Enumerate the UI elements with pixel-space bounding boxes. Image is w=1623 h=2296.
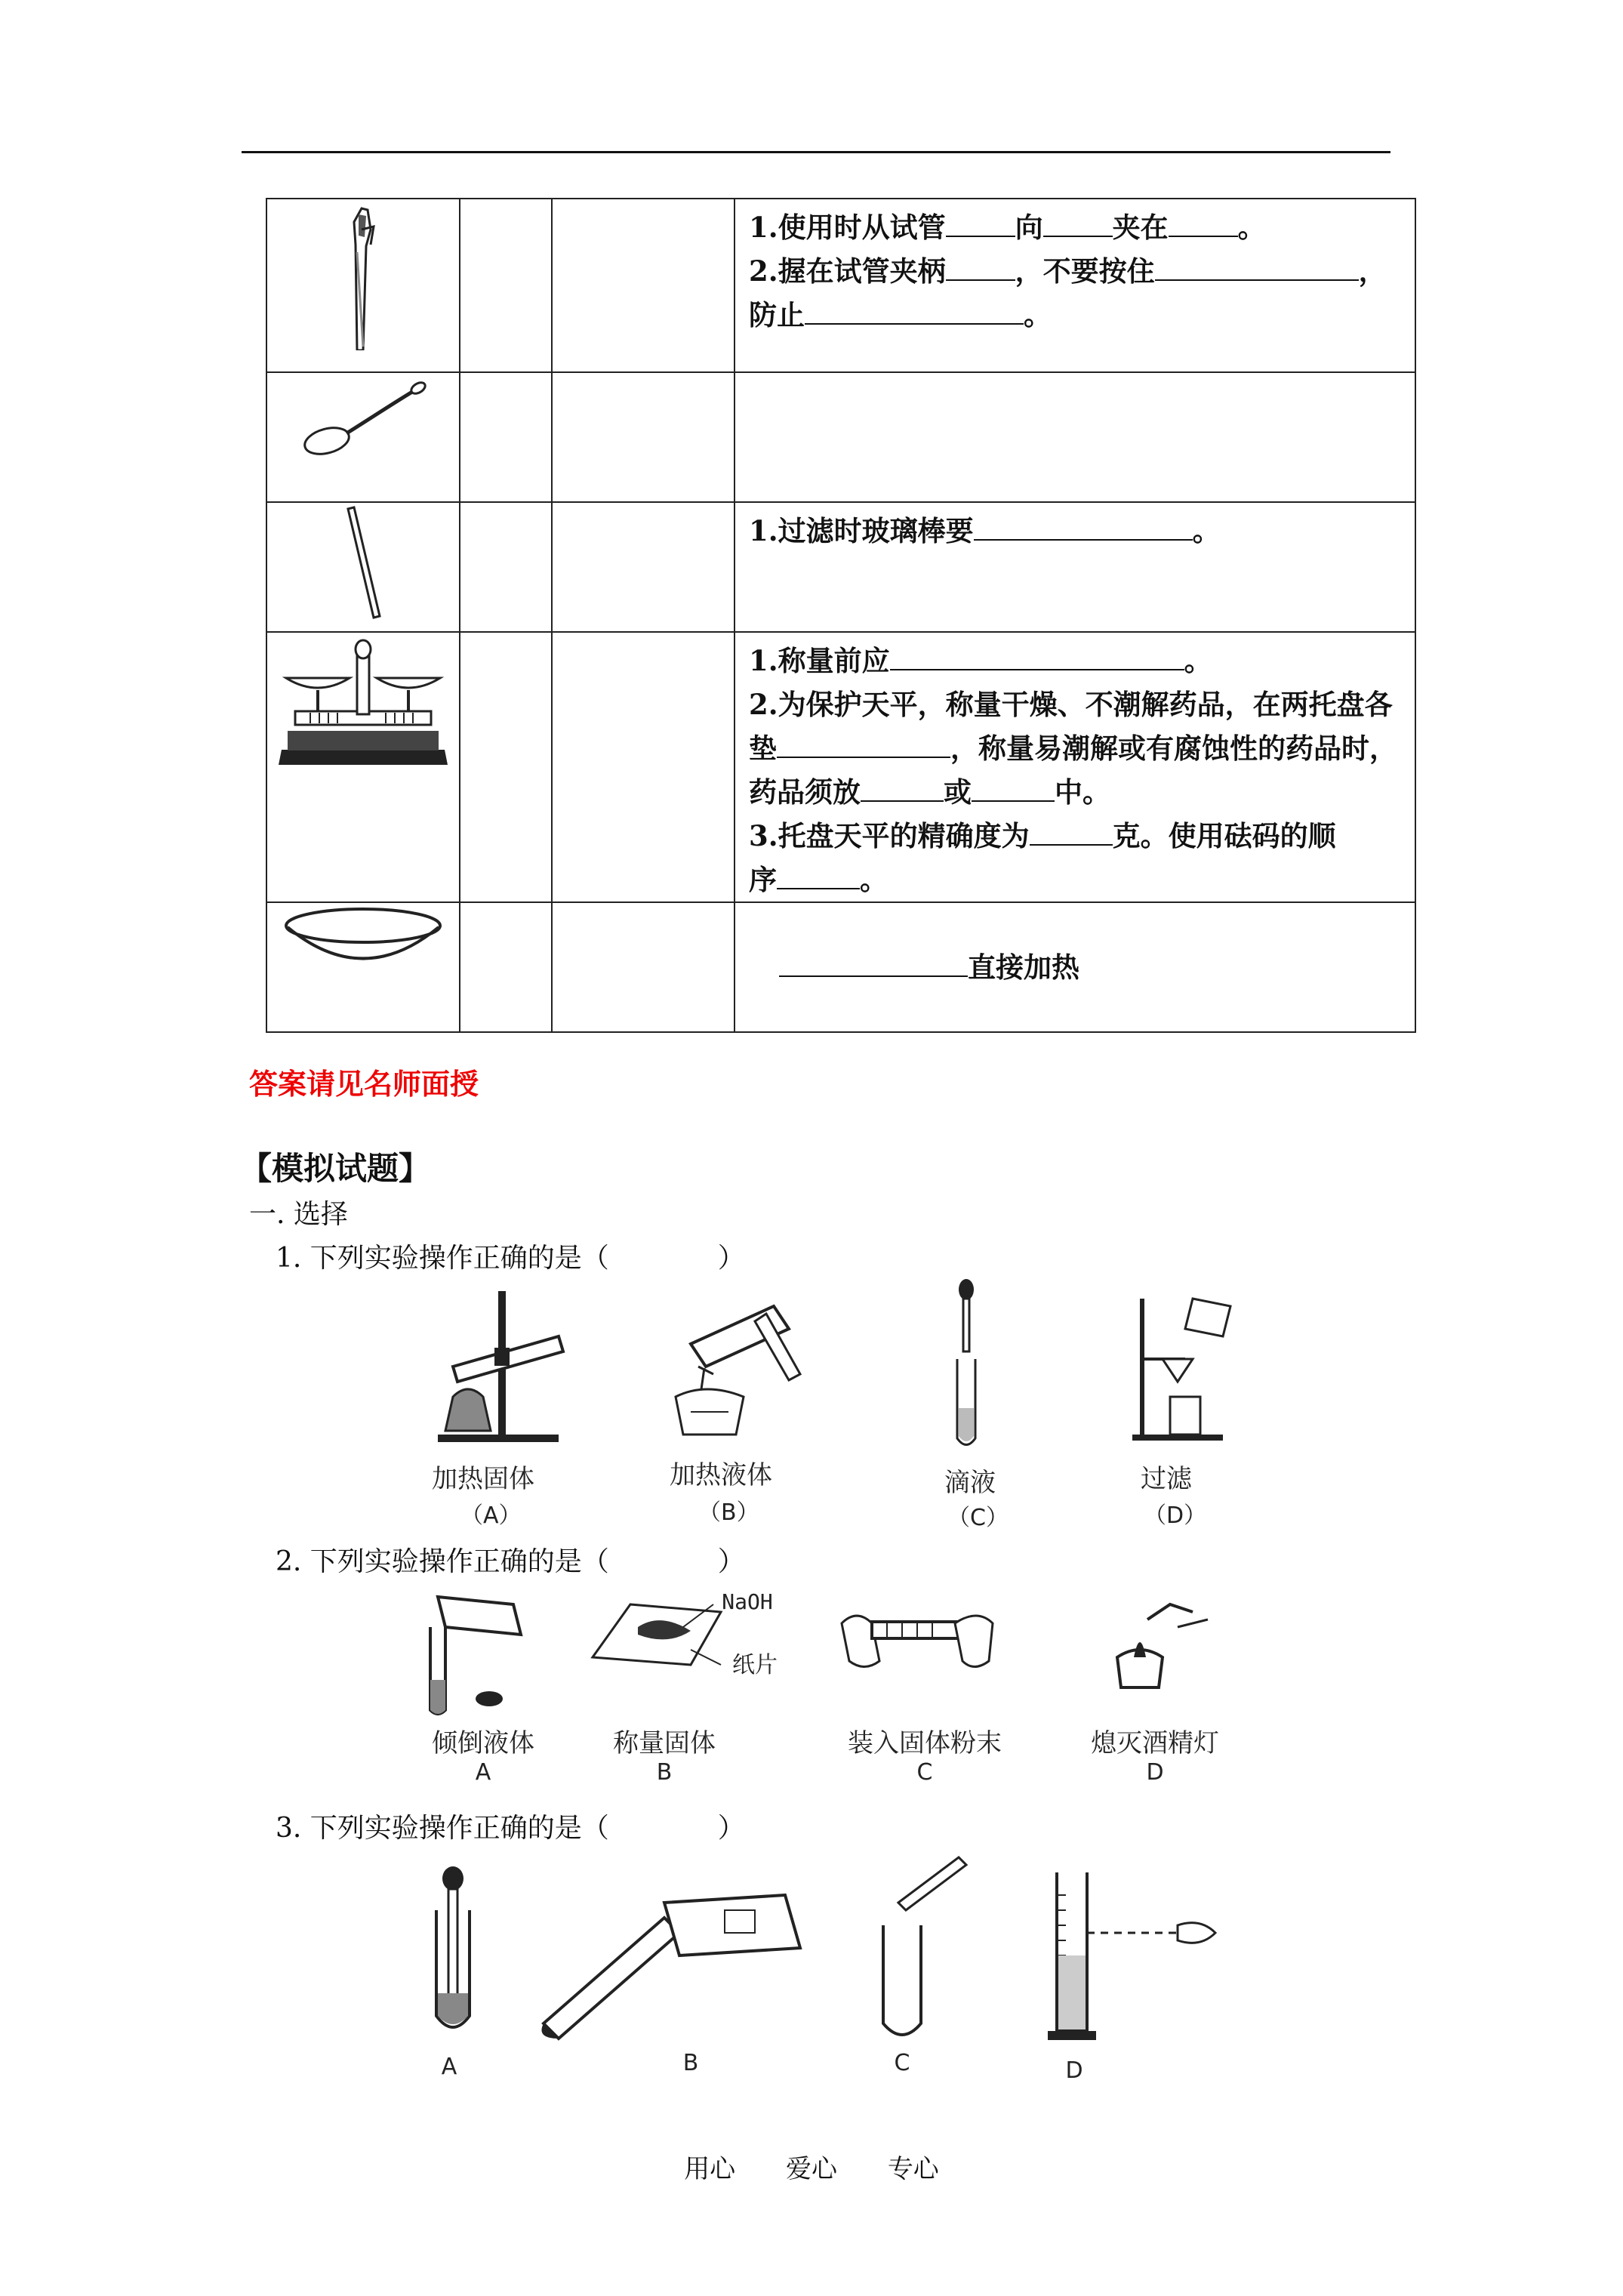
name-cell — [460, 372, 552, 502]
option-label: 倾倒液体 — [432, 1728, 534, 1758]
option-letter: B — [656, 1759, 673, 1786]
name-cell — [460, 902, 552, 1032]
fill-blank[interactable] — [946, 249, 1015, 281]
fill-blank[interactable] — [1043, 205, 1113, 237]
fill-blank[interactable] — [974, 509, 1193, 541]
option-letter: （B） — [698, 1499, 759, 1526]
option-label: 熄灭酒精灯 — [1091, 1728, 1219, 1758]
option-label: 过滤 — [1141, 1464, 1192, 1494]
usage-text: 直接加热 — [968, 951, 1079, 984]
option-letter: D — [1065, 2057, 1083, 2084]
name-cell — [460, 632, 552, 902]
option-label: 加热固体 — [432, 1464, 534, 1494]
usage-line — [749, 509, 1401, 553]
dropping-liquid-figure — [936, 1276, 996, 1457]
fill-blank[interactable] — [1169, 205, 1238, 237]
usage-cell — [735, 902, 1415, 1032]
image-cell — [266, 372, 460, 502]
option-letter: A — [475, 1759, 491, 1786]
purpose-cell — [552, 902, 735, 1032]
option-label: 称量固体 — [613, 1728, 716, 1758]
fill-blank[interactable] — [777, 858, 860, 889]
usage-text: 序 — [749, 863, 777, 896]
usage-text: 垫 — [749, 732, 777, 765]
usage-text: ，称量易潮解或有腐蚀性的药品时， — [950, 732, 1397, 765]
usage-text: 。 — [1192, 514, 1221, 547]
image-cell — [266, 199, 460, 372]
purpose-cell — [552, 632, 735, 902]
subsection-heading: 一. 选择 — [249, 1199, 348, 1230]
image-cell — [266, 502, 460, 632]
usage-line — [749, 726, 1401, 770]
option-letter: B — [682, 2050, 699, 2076]
option-letter: C — [916, 1759, 933, 1786]
usage-text: 1.使用时从试管 — [749, 211, 946, 244]
dropper-in-tube-figure — [423, 1865, 483, 2039]
fill-blank[interactable] — [805, 293, 1024, 325]
equipment-table — [266, 198, 1416, 1033]
spatula-tube-figure — [868, 1850, 981, 2046]
footer-item: 用心 — [684, 2154, 736, 2184]
usage-cell — [735, 502, 1415, 632]
usage-line — [749, 945, 1401, 989]
usage-line — [749, 205, 1401, 249]
image-cell — [266, 902, 460, 1032]
usage-text: 3.托盘天平的精确度为 — [749, 819, 1030, 852]
usage-cell — [735, 199, 1415, 372]
usage-text: 中。 — [1055, 775, 1110, 809]
option-label: 加热液体 — [670, 1460, 772, 1490]
footer-item: 专心 — [887, 2154, 939, 2184]
usage-line — [749, 770, 1401, 814]
usage-cell — [735, 632, 1415, 902]
balance-icon — [273, 633, 454, 769]
usage-line — [749, 293, 1401, 337]
pouring-into-tube-figure — [528, 1888, 815, 2054]
heating-solid-figure — [423, 1284, 574, 1450]
adding-powder-figure — [827, 1601, 1008, 1684]
usage-text: 。 — [1237, 211, 1266, 244]
usage-text: 夹在 — [1112, 211, 1169, 244]
usage-text: 2.握在试管夹柄 — [749, 254, 946, 288]
answer-note: 答案请见名师面授 — [249, 1067, 479, 1101]
usage-text: 防止 — [749, 298, 805, 331]
spoon-icon — [295, 373, 431, 464]
usage-text: 向 — [1015, 211, 1043, 244]
usage-text: 克。使用砝码的顺 — [1112, 819, 1336, 852]
section-title: 【模拟试题】 — [240, 1150, 431, 1187]
heating-liquid-figure — [661, 1284, 812, 1450]
naoh-annotation: NaOH — [722, 1589, 773, 1614]
purpose-cell — [552, 199, 735, 372]
table-row — [266, 372, 1415, 502]
option-letter: C — [894, 2050, 910, 2076]
option-letter: D — [1146, 1759, 1164, 1786]
usage-text: 药品须放 — [749, 775, 861, 809]
footer — [0, 2148, 1623, 2185]
fill-blank[interactable] — [1155, 249, 1359, 281]
question-1: 1. 下列实验操作正确的是（ ） — [276, 1243, 745, 1274]
purpose-cell — [552, 502, 735, 632]
footer-item: 爱心 — [786, 2154, 837, 2184]
option-letter: （D） — [1144, 1502, 1207, 1529]
test-tube-clamp-icon — [340, 199, 386, 350]
name-cell — [460, 199, 552, 372]
header-rule — [242, 151, 1390, 153]
table-row — [266, 502, 1415, 632]
filtering-figure — [1110, 1284, 1246, 1450]
fill-blank[interactable] — [890, 639, 1184, 670]
usage-text: 2.为保护天平，称量干燥、不潮解药品，在两托盘各 — [749, 688, 1393, 721]
purpose-cell — [552, 372, 735, 502]
option-label: 滴液 — [944, 1468, 996, 1498]
usage-text: ， — [1358, 254, 1387, 288]
table-row — [266, 199, 1415, 372]
table-row — [266, 632, 1415, 902]
usage-text: ，不要按住 — [1015, 254, 1155, 288]
glass-rod-icon — [333, 503, 393, 624]
graduated-cylinder-figure — [1027, 1865, 1230, 2046]
usage-line — [749, 683, 1401, 726]
usage-text: 或 — [944, 775, 972, 809]
usage-line — [749, 858, 1401, 901]
option-letter: A — [441, 2054, 457, 2080]
usage-text: 。 — [1024, 298, 1052, 331]
usage-text: 。 — [860, 863, 888, 896]
image-cell — [266, 632, 460, 902]
usage-text: 。 — [1184, 644, 1212, 677]
fill-blank[interactable] — [777, 726, 950, 758]
fill-blank[interactable] — [1030, 814, 1113, 846]
paper-annotation: 纸片 — [732, 1652, 778, 1678]
question-3: 3. 下列实验操作正确的是（ ） — [276, 1813, 745, 1844]
extinguish-lamp-figure — [1087, 1589, 1223, 1695]
usage-line — [749, 814, 1401, 858]
question-2: 2. 下列实验操作正确的是（ ） — [276, 1546, 745, 1577]
usage-text: 1.过滤时玻璃棒要 — [749, 514, 974, 547]
fill-blank[interactable] — [861, 770, 944, 802]
fill-blank[interactable] — [946, 205, 1015, 237]
usage-text: 1.称量前应 — [749, 644, 890, 677]
evaporating-dish-icon — [280, 903, 446, 971]
table-row — [266, 902, 1415, 1032]
name-cell — [460, 502, 552, 632]
option-label: 装入固体粉末 — [848, 1728, 1002, 1758]
option-letter: （A） — [460, 1502, 522, 1529]
usage-cell — [735, 372, 1415, 502]
fill-blank[interactable] — [779, 945, 968, 977]
fill-blank[interactable] — [972, 770, 1055, 802]
usage-line — [749, 639, 1401, 683]
usage-line — [749, 249, 1401, 293]
pouring-liquid-figure — [400, 1589, 551, 1718]
option-letter: （C） — [947, 1505, 1009, 1531]
